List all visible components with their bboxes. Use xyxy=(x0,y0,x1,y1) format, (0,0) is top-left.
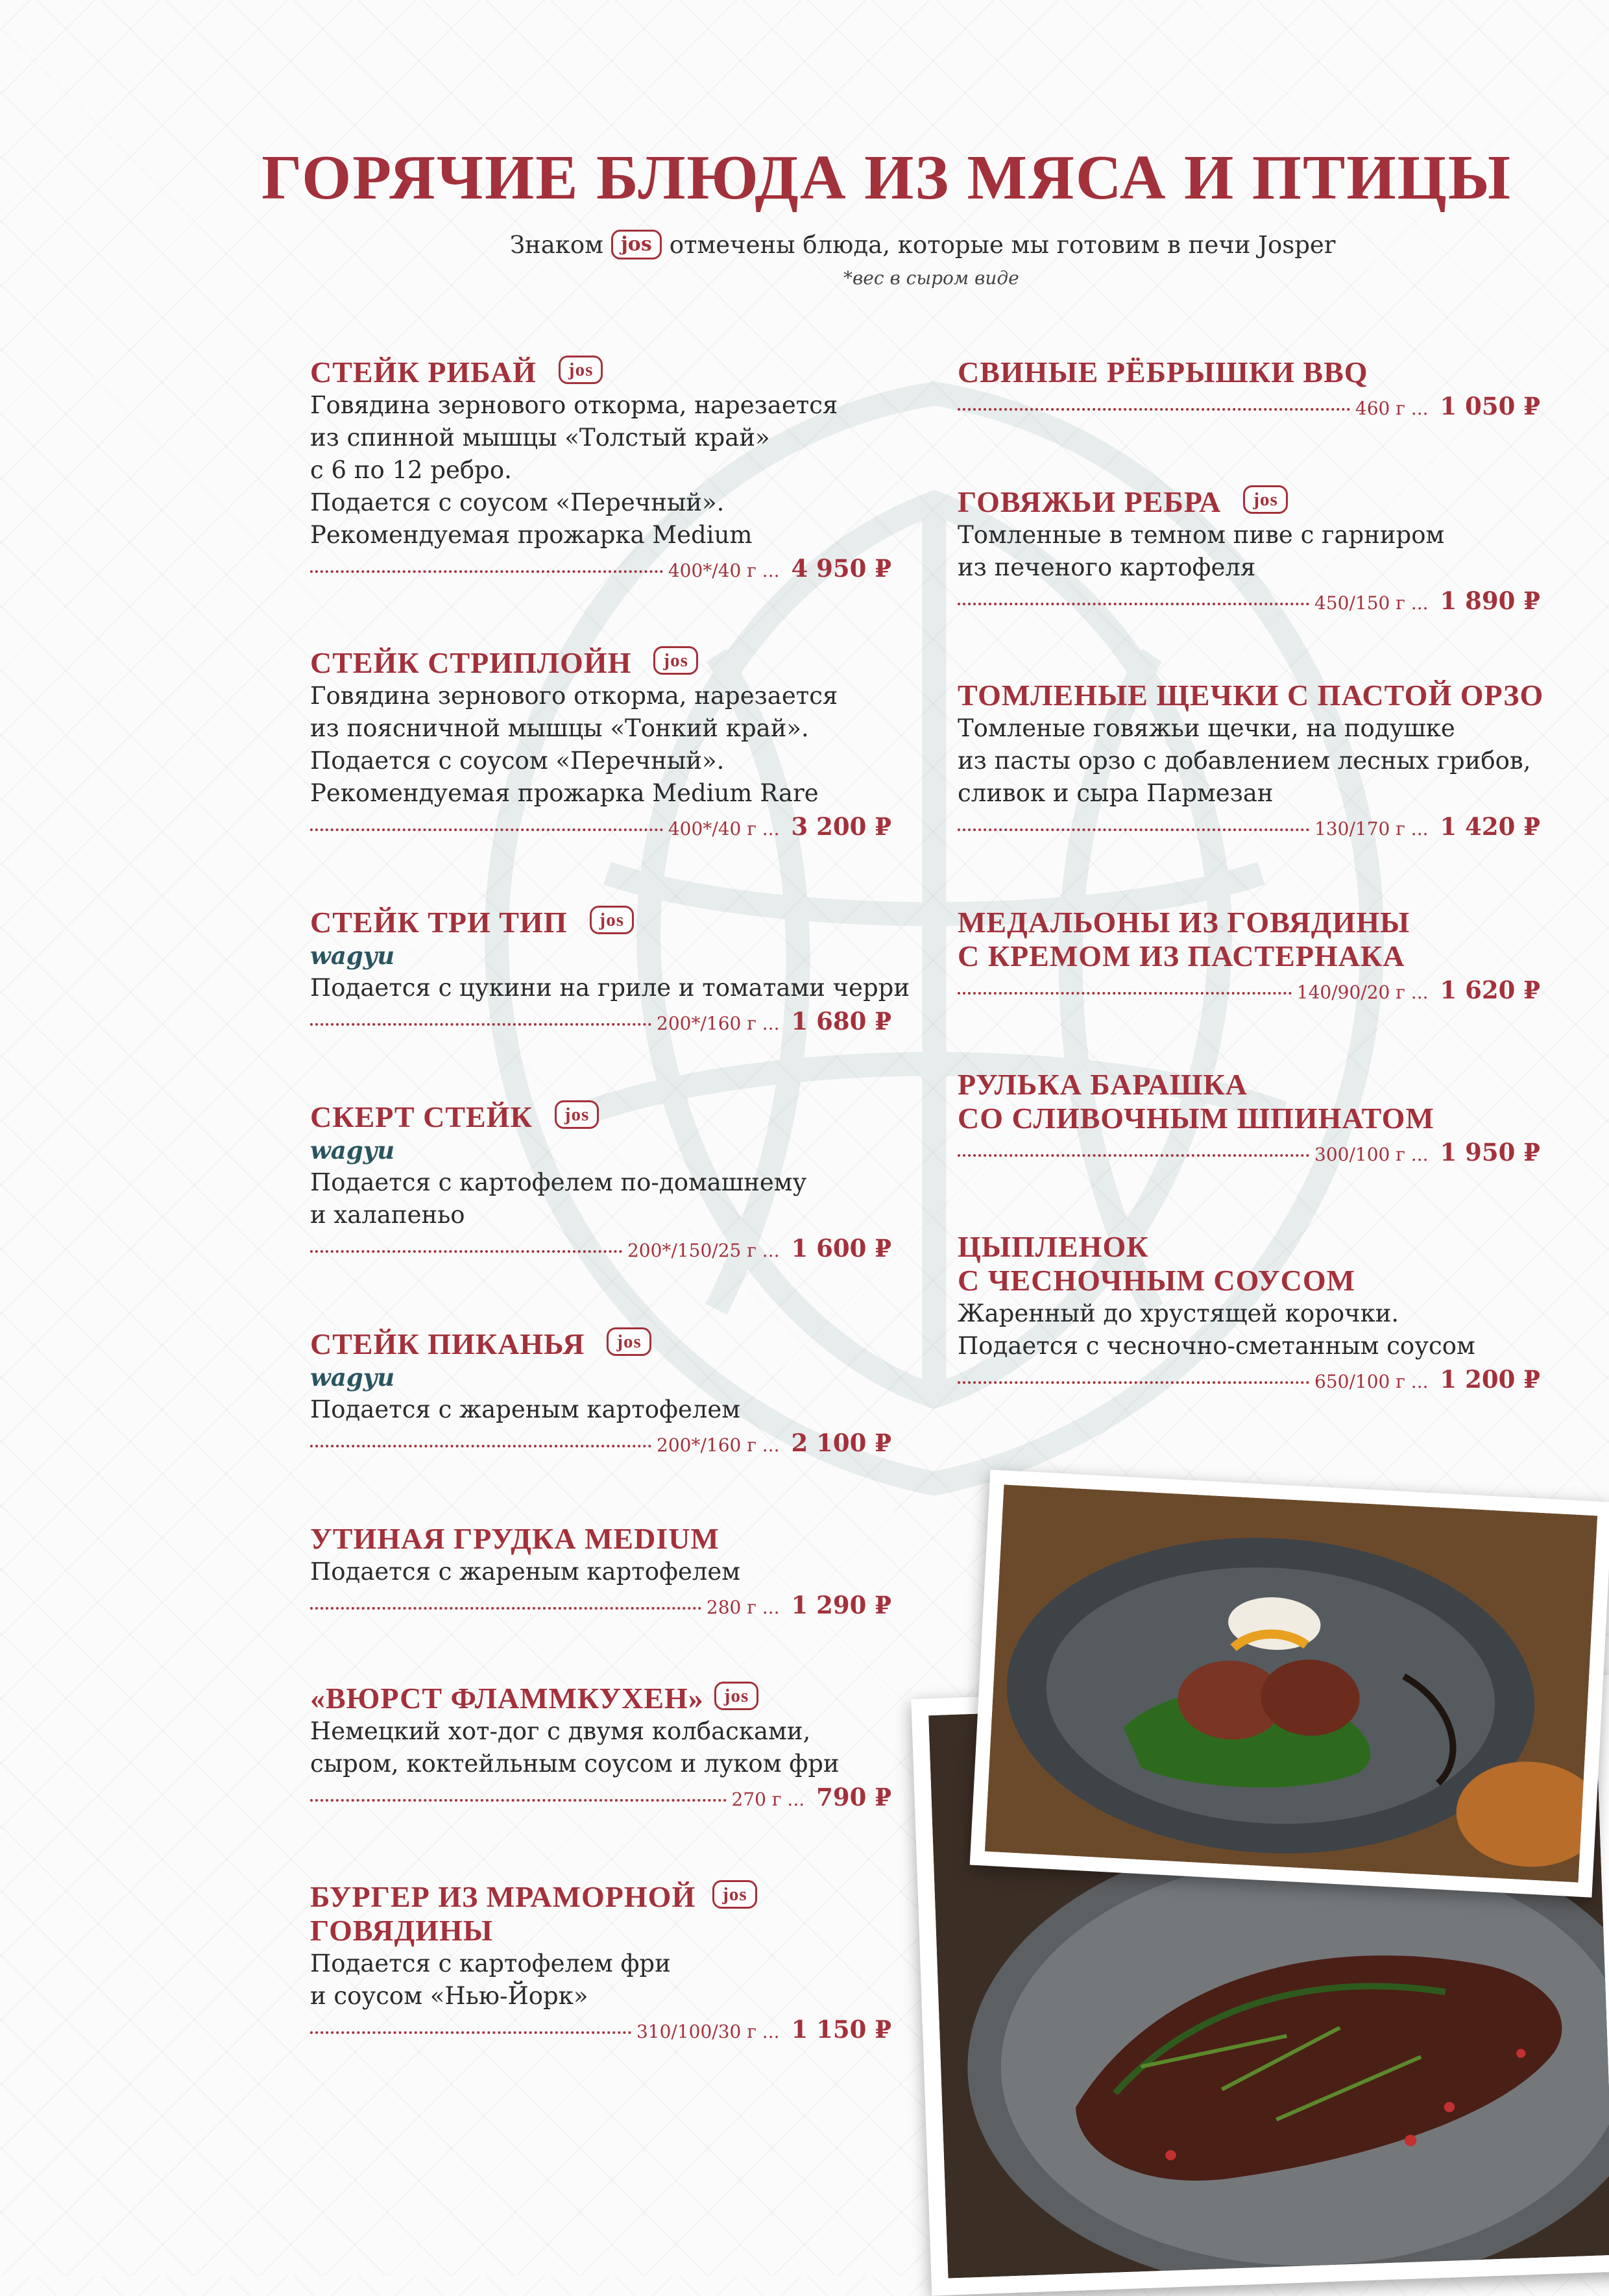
dish-price: 1 600 ₽ xyxy=(791,1234,891,1263)
dish-price: 1 680 ₽ xyxy=(791,1007,891,1035)
dish-weight: 280 г ... xyxy=(706,1597,780,1618)
dish-weight: 310/100/30 г ... xyxy=(636,2021,780,2042)
dish-description: с 6 по 12 ребро. xyxy=(310,456,512,484)
dish-weight: 200*/150/25 г ... xyxy=(627,1240,780,1261)
menu-item xyxy=(310,646,891,841)
dish-weight: 200*/160 г ... xyxy=(657,1434,780,1456)
dish-description: Подается с соусом «Перечный». xyxy=(310,489,725,516)
dish-weight: 460 г ... xyxy=(1355,398,1429,419)
dish-description: Подается с цукини на гриле и томатами черри xyxy=(310,974,910,1002)
dish-price: 1 620 ₽ xyxy=(1440,976,1540,1004)
dish-name: СТЕЙК ПИКАНЬЯ jos xyxy=(310,1327,891,1361)
dish-name-line2: С КРЕМОМ ИЗ ПАСТЕРНАКА xyxy=(958,939,1405,973)
price-line xyxy=(958,976,1540,1004)
price-line xyxy=(310,2015,891,2044)
price-line xyxy=(310,1007,891,1035)
dish-weight: 130/170 г ... xyxy=(1314,818,1429,840)
dish-name: БУРГЕР ИЗ МРАМОРНОЙ jos xyxy=(310,1880,891,1914)
dish-description: сливок и сыра Пармезан xyxy=(958,779,1274,807)
jos-badge: jos xyxy=(712,1880,756,1909)
dish-description: Говядина зернового откорма, нарезается xyxy=(310,682,838,710)
dish-description: Томленные в темном пиве с гарниром xyxy=(958,521,1445,549)
dish-name-line2: ГОВЯДИНЫ xyxy=(310,1914,493,1947)
price-line xyxy=(310,1783,891,1811)
dish-price: 1 050 ₽ xyxy=(1440,392,1540,420)
medallions-photo xyxy=(970,1469,1609,1897)
dish-name: ЦЫПЛЕНОК xyxy=(958,1230,1149,1263)
dish-description: Рекомендуемая прожарка Medium Rare xyxy=(310,779,819,807)
dish-description: Томленые говяжьи щечки, на подушке xyxy=(958,714,1455,742)
jos-badge: jos xyxy=(559,356,603,384)
dish-description: Подается с картофелем фри xyxy=(310,1950,671,1977)
menu-item xyxy=(958,356,1540,420)
dish-description: Подается с чесночно-сметанным соусом xyxy=(958,1332,1475,1360)
price-line xyxy=(958,1365,1540,1394)
jos-badge: jos xyxy=(611,230,662,260)
dish-name: СКЕРТ СТЕЙК jos xyxy=(310,1100,891,1134)
menu-item xyxy=(310,1100,891,1263)
dish-weight: 300/100 г ... xyxy=(1314,1144,1429,1165)
dish-price: 1 950 ₽ xyxy=(1440,1138,1540,1166)
dish-description: из печеного картофеля xyxy=(958,553,1256,581)
dish-name: «ВЮРСТ ФЛАММКУХЕН» jos xyxy=(310,1682,891,1715)
price-line xyxy=(310,1234,891,1263)
jos-badge: jos xyxy=(555,1100,599,1129)
dish-name: СВИНЫЕ РЁБРЫШКИ BBQ xyxy=(958,356,1368,389)
dish-weight: 450/150 г ... xyxy=(1314,592,1429,614)
dish-weight: 140/90/20 г ... xyxy=(1296,982,1429,1003)
dish-price: 1 290 ₽ xyxy=(791,1591,891,1619)
dish-price: 1 150 ₽ xyxy=(791,2015,891,2044)
dish-description: Немецкий хот-дог с двумя колбасками, xyxy=(310,1717,811,1745)
menu-item xyxy=(958,1230,1540,1394)
price-line xyxy=(310,1429,891,1457)
dish-name-line2: СО СЛИВОЧНЫМ ШПИНАТОМ xyxy=(958,1102,1434,1135)
dish-description: Подается с соусом «Перечный». xyxy=(310,747,725,775)
menu-item xyxy=(310,906,910,1035)
dish-description: из спинной мышцы «Толстый край» xyxy=(310,424,770,452)
dish-weight: 270 г ... xyxy=(731,1789,805,1810)
dish-price: 1 420 ₽ xyxy=(1440,812,1540,841)
dish-description: Рекомендуемая прожарка Medium xyxy=(310,521,753,549)
dish-weight: 400*/40 г ... xyxy=(668,560,780,581)
dish-description: сыром, коктейльным соусом и луком фри xyxy=(310,1750,840,1778)
price-line xyxy=(958,812,1540,841)
jos-badge: jos xyxy=(607,1327,651,1356)
menu-item xyxy=(958,906,1540,1004)
menu-item xyxy=(958,485,1540,615)
dish-description: и соусом «Нью-Йорк» xyxy=(310,1982,588,2010)
menu-item xyxy=(310,1682,891,1811)
dish-name-line2: С ЧЕСНОЧНЫМ СОУСОМ xyxy=(958,1264,1356,1297)
weight-note: *вес в сыром виде xyxy=(843,267,1019,289)
price-line xyxy=(958,1138,1540,1166)
dish-name: РУЛЬКА БАРАШКА xyxy=(958,1068,1248,1101)
price-line xyxy=(958,586,1540,615)
dish-description: и халапеньо xyxy=(310,1201,465,1229)
dish-name: СТЕЙК РИБАЙ jos xyxy=(310,356,891,389)
page-title: ГОРЯЧИЕ БЛЮДА ИЗ МЯСА И ПТИЦЫ xyxy=(261,143,1512,213)
dish-weight: 400*/40 г ... xyxy=(668,818,780,840)
price-line xyxy=(958,392,1540,420)
wagyu-tag: wagyu xyxy=(310,941,395,970)
dish-description: Жаренный до хрустящей корочки. xyxy=(958,1299,1399,1327)
wagyu-tag: wagyu xyxy=(310,1363,395,1392)
menu-item xyxy=(310,1880,891,2044)
josper-note xyxy=(510,230,1336,260)
wagyu-tag: wagyu xyxy=(310,1136,395,1165)
dish-name: МЕДАЛЬОНЫ ИЗ ГОВЯДИНЫ xyxy=(958,906,1410,939)
josper-note-prefix: Знаком xyxy=(510,230,603,259)
dish-price: 790 ₽ xyxy=(816,1783,891,1811)
dish-description: из поясничной мышцы «Тонкий край». xyxy=(310,714,809,742)
menu-item xyxy=(958,1068,1540,1166)
menu-item xyxy=(310,1327,891,1457)
price-line xyxy=(310,1591,891,1619)
dish-name: ТОМЛЕНЫЕ ЩЕЧКИ С ПАСТОЙ ОРЗО xyxy=(958,679,1544,712)
dish-weight: 200*/160 г ... xyxy=(657,1013,780,1034)
dish-name: СТЕЙК СТРИПЛОЙН jos xyxy=(310,646,891,680)
dish-description: Подается с картофелем по-домашнему xyxy=(310,1168,807,1196)
dish-price: 2 100 ₽ xyxy=(791,1429,891,1457)
dish-price: 1 200 ₽ xyxy=(1440,1365,1540,1394)
dish-price: 4 950 ₽ xyxy=(791,554,891,583)
jos-badge: jos xyxy=(1243,485,1287,514)
dish-description: Подается с жареным картофелем xyxy=(310,1396,741,1423)
menu-item xyxy=(310,1522,891,1619)
jos-badge: jos xyxy=(653,646,697,675)
price-line xyxy=(310,554,891,583)
dish-name: УТИНАЯ ГРУДКА MEDIUM xyxy=(310,1522,720,1555)
dish-description: Говядина зернового откорма, нарезается xyxy=(310,391,838,419)
menu-item xyxy=(310,356,891,583)
dish-description: Подается с жареным картофелем xyxy=(310,1558,741,1586)
dish-description: из пасты орзо с добавлением лесных грибов, xyxy=(958,747,1531,775)
dish-price: 3 200 ₽ xyxy=(791,812,891,841)
dish-price: 1 890 ₽ xyxy=(1440,586,1540,615)
dish-weight: 650/100 г ... xyxy=(1314,1371,1429,1392)
dish-name: ГОВЯЖЬИ РЕБРА jos xyxy=(958,485,1540,519)
menu-item xyxy=(958,679,1544,841)
dish-name: СТЕЙК ТРИ ТИП jos xyxy=(310,906,891,939)
jos-badge: jos xyxy=(590,906,634,934)
jos-badge: jos xyxy=(714,1682,758,1710)
josper-note-suffix: отмечены блюда, которые мы готовим в печи Josper xyxy=(669,230,1336,259)
price-line xyxy=(310,812,891,841)
